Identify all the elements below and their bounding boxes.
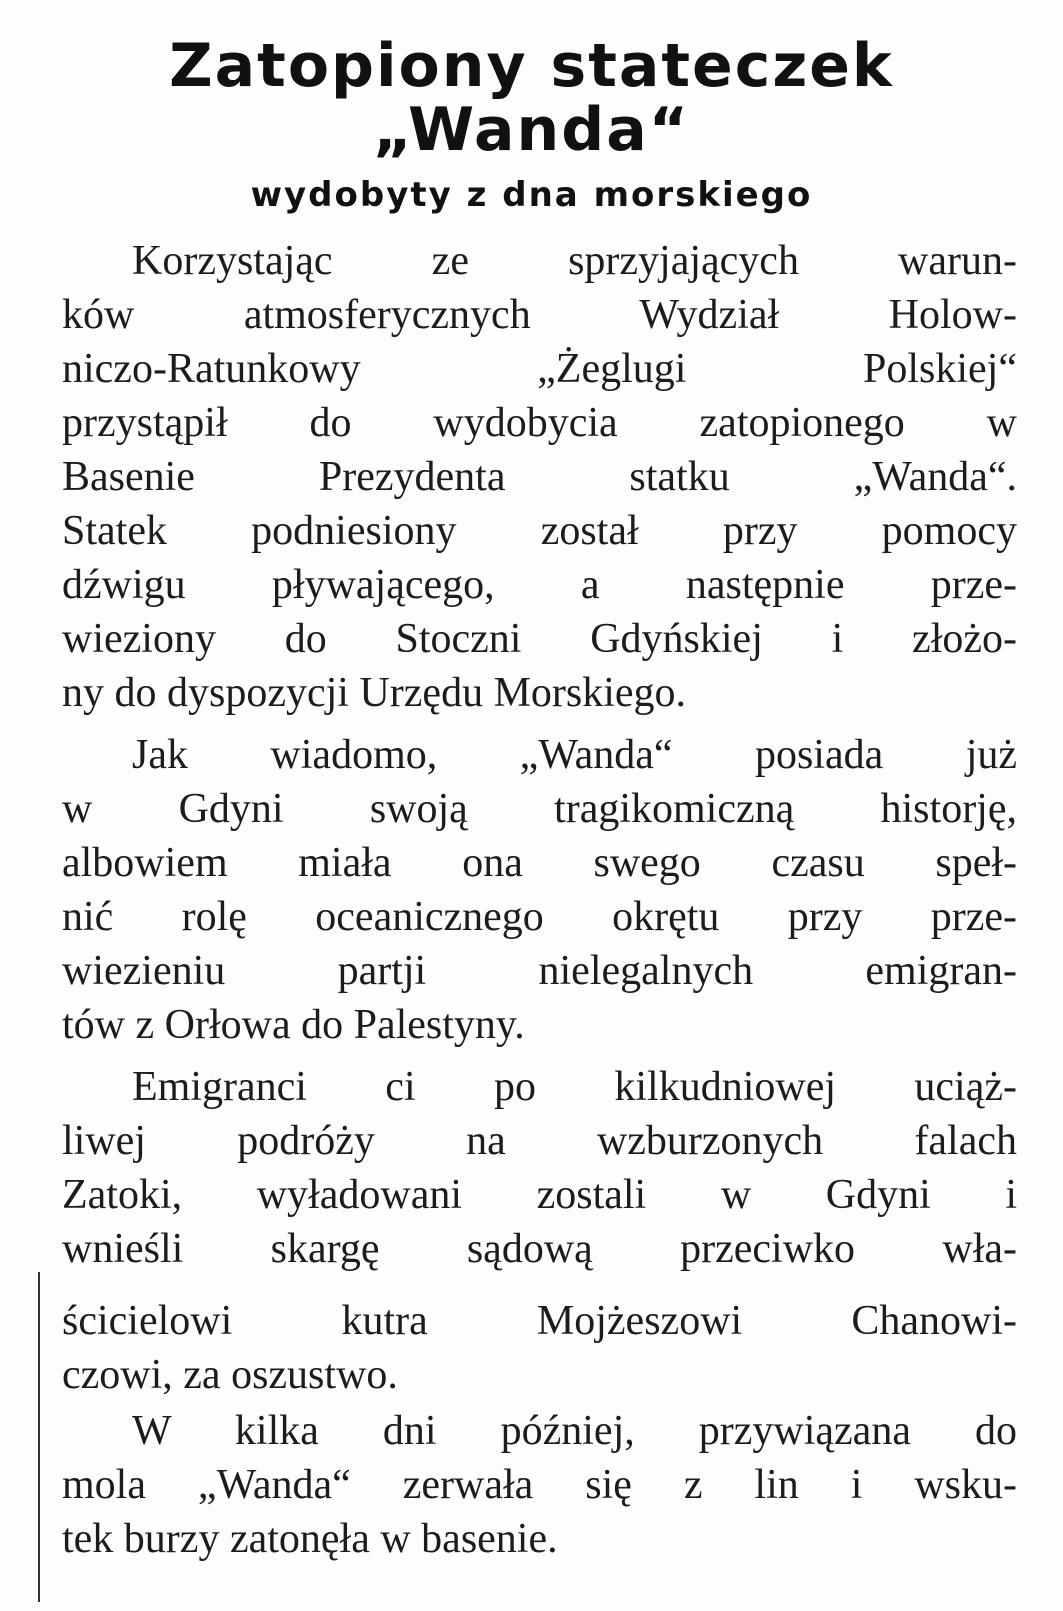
body-line: tek burzy zatonęła w basenie. xyxy=(62,1516,558,1562)
body-line: przystąpił do wydobycia zatopionego w xyxy=(62,400,1017,446)
body-line: Korzystając ze sprzyjających warun- xyxy=(132,238,1017,284)
body-line: Jak wiadomo, „Wanda“ posiada już xyxy=(132,732,1017,778)
subheadline: wydobyty z dna morskiego xyxy=(250,175,813,215)
body-line: wiezieniu partji nielegalnych emigran- xyxy=(62,948,1017,994)
body-line: nić rolę oceanicznego okrętu przy prze- xyxy=(62,894,1017,940)
body-line: Statek podniesiony został przy pomocy xyxy=(62,508,1017,554)
body-line: Basenie Prezydenta statku „Wanda“. xyxy=(62,454,1017,500)
body-line: ścicielowi kutra Mojżeszowi Chanowi- xyxy=(62,1298,1017,1344)
headline-line-2: „Wanda“ xyxy=(372,95,691,165)
body-line: w Gdyni swoją tragikomiczną historję, xyxy=(62,786,1017,832)
column-rule xyxy=(38,1272,40,1602)
body-line: W kilka dni później, przywiązana do xyxy=(132,1408,1017,1454)
body-line: niczo-Ratunkowy „Żeglugi Polskiej“ xyxy=(62,346,1017,392)
headline-line-1: Zatopiony stateczek xyxy=(169,31,894,101)
body-line: wnieśli skargę sądową przeciwko wła- xyxy=(62,1226,1017,1272)
body-line: Emigranci ci po kilkudniowej uciąż- xyxy=(132,1064,1017,1110)
body-line: dźwigu pływającego, a następnie prze- xyxy=(62,562,1017,608)
body-line: tów z Orłowa do Palestyny. xyxy=(62,1002,525,1048)
body-line: albowiem miała ona swego czasu speł- xyxy=(62,840,1017,886)
body-line: Zatoki, wyładowani zostali w Gdyni i xyxy=(62,1172,1017,1218)
body-line: mola „Wanda“ zerwała się z lin i wsku- xyxy=(62,1462,1017,1508)
body-line: wieziony do Stoczni Gdyńskiej i złożo- xyxy=(62,616,1017,662)
body-line: ny do dyspozycji Urzędu Morskiego. xyxy=(62,670,687,716)
body-line: ków atmosferycznych Wydział Holow- xyxy=(62,292,1017,338)
body-line: liwej podróży na wzburzonych falach xyxy=(62,1118,1017,1164)
body-line: czowi, za oszustwo. xyxy=(62,1352,398,1398)
